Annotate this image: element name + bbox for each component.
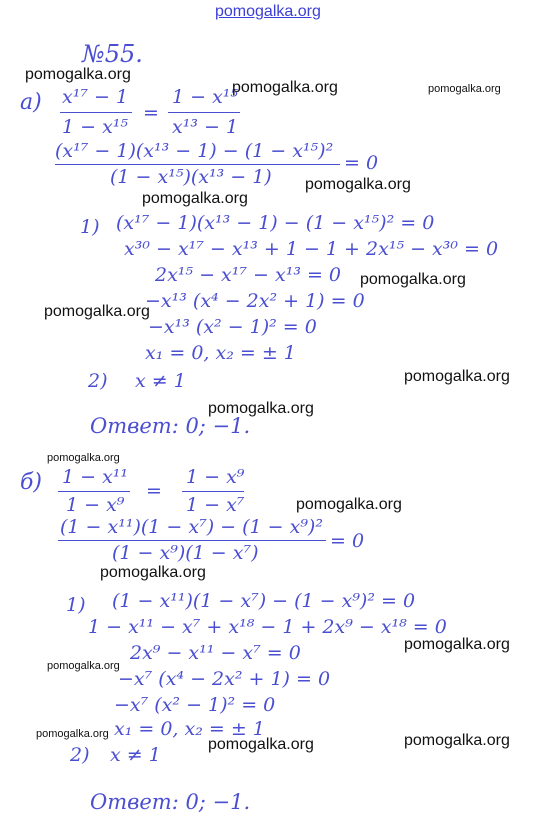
part-b-step1-line2: 1 − x¹¹ − x⁷ + x¹⁸ − 1 + 2x⁹ − x¹⁸ = 0 bbox=[88, 616, 447, 638]
part-a-right-fraction-bar bbox=[168, 112, 240, 113]
watermark[interactable]: pomogalka.org bbox=[404, 732, 510, 749]
part-a-step1-line3: 2x¹⁵ − x¹⁷ − x¹³ = 0 bbox=[155, 264, 342, 286]
part-a-left-numerator: x¹⁷ − 1 bbox=[62, 86, 129, 108]
part-b-equals-sign: = bbox=[146, 480, 162, 502]
part-a-left-fraction-bar bbox=[60, 112, 132, 113]
part-a-answer: Ответ: 0; −1. bbox=[90, 414, 251, 438]
watermark[interactable]: pomogalka.org bbox=[428, 83, 501, 95]
problem-number: №55. bbox=[82, 40, 143, 68]
watermark[interactable]: pomogalka.org bbox=[100, 564, 206, 581]
watermark-top[interactable]: pomogalka.org bbox=[215, 3, 321, 20]
part-b-left-fraction-bar bbox=[58, 491, 130, 492]
part-b-right-fraction-bar bbox=[182, 491, 244, 492]
part-a-equals-zero: = 0 bbox=[344, 152, 379, 174]
part-b-equals-zero: = 0 bbox=[330, 530, 365, 552]
part-b-label: б) bbox=[20, 470, 43, 495]
watermark[interactable]: pomogalka.org bbox=[142, 190, 248, 207]
watermark[interactable]: pomogalka.org bbox=[208, 400, 314, 417]
part-a-equals-sign: = bbox=[143, 102, 159, 124]
part-b-step1-line4: −x⁷ (x⁴ − 2x² + 1) = 0 bbox=[118, 668, 331, 690]
part-a-left-denominator: 1 − x¹⁵ bbox=[62, 116, 129, 138]
watermark[interactable]: pomogalka.org bbox=[305, 176, 411, 193]
part-a-right-numerator: 1 − x¹⁵ bbox=[172, 86, 239, 108]
watermark[interactable]: pomogalka.org bbox=[404, 636, 510, 653]
part-b-step2-label: 2) bbox=[70, 744, 90, 766]
part-a-combined-fraction-bar bbox=[55, 164, 340, 165]
part-b-step1-line5: −x⁷ (x² − 1)² = 0 bbox=[114, 694, 276, 716]
part-a-step1-line5: −x¹³ (x² − 1)² = 0 bbox=[148, 316, 317, 338]
watermark[interactable]: pomogalka.org bbox=[232, 79, 338, 96]
watermark[interactable]: pomogalka.org bbox=[36, 728, 109, 740]
watermark[interactable]: pomogalka.org bbox=[47, 660, 120, 672]
watermark[interactable]: pomogalka.org bbox=[404, 368, 510, 385]
part-b-step2-line: x ≠ 1 bbox=[110, 744, 161, 766]
part-b-combined-fraction-bar bbox=[58, 540, 326, 541]
part-a-combined-denominator: (1 − x¹⁵)(x¹³ − 1) bbox=[110, 166, 272, 188]
part-a-step2-line: x ≠ 1 bbox=[135, 370, 186, 392]
part-b-left-numerator: 1 − x¹¹ bbox=[62, 466, 129, 488]
part-b-answer: Ответ: 0; −1. bbox=[90, 790, 251, 814]
part-b-step1-line1: (1 − x¹¹)(1 − x⁷) − (1 − x⁹)² = 0 bbox=[112, 590, 416, 612]
watermark[interactable]: pomogalka.org bbox=[296, 496, 402, 513]
part-b-right-denominator: 1 − x⁷ bbox=[186, 494, 245, 516]
part-a-step2-label: 2) bbox=[88, 370, 108, 392]
watermark[interactable]: pomogalka.org bbox=[44, 303, 150, 320]
part-b-step1-line6: x₁ = 0, x₂ = ± 1 bbox=[114, 718, 265, 740]
part-a-label: а) bbox=[20, 90, 42, 115]
watermark[interactable]: pomogalka.org bbox=[25, 66, 131, 83]
part-a-step1-label: 1) bbox=[80, 216, 100, 238]
part-a-right-denominator: x¹³ − 1 bbox=[172, 116, 239, 138]
part-b-left-denominator: 1 − x⁹ bbox=[66, 494, 125, 516]
part-a-combined-numerator: (x¹⁷ − 1)(x¹³ − 1) − (1 − x¹⁵)² bbox=[55, 140, 334, 162]
watermark[interactable]: pomogalka.org bbox=[360, 271, 466, 288]
watermark[interactable]: pomogalka.org bbox=[208, 736, 314, 753]
part-a-step1-line4: −x¹³ (x⁴ − 2x² + 1) = 0 bbox=[145, 290, 365, 312]
part-b-combined-denominator: (1 − x⁹)(1 − x⁷) bbox=[112, 542, 259, 564]
part-b-step1-line3: 2x⁹ − x¹¹ − x⁷ = 0 bbox=[130, 642, 301, 664]
watermark[interactable]: pomogalka.org bbox=[47, 452, 120, 464]
part-b-combined-numerator: (1 − x¹¹)(1 − x⁷) − (1 − x⁹)² bbox=[60, 516, 323, 538]
part-a-step1-line2: x³⁰ − x¹⁷ − x¹³ + 1 − 1 + 2x¹⁵ − x³⁰ = 0 bbox=[124, 238, 499, 260]
part-b-step1-label: 1) bbox=[66, 594, 86, 616]
part-a-step1-line1: (x¹⁷ − 1)(x¹³ − 1) − (1 − x¹⁵)² = 0 bbox=[116, 212, 435, 234]
part-b-right-numerator: 1 − x⁹ bbox=[186, 466, 245, 488]
part-a-step1-line6: x₁ = 0, x₂ = ± 1 bbox=[145, 342, 296, 364]
